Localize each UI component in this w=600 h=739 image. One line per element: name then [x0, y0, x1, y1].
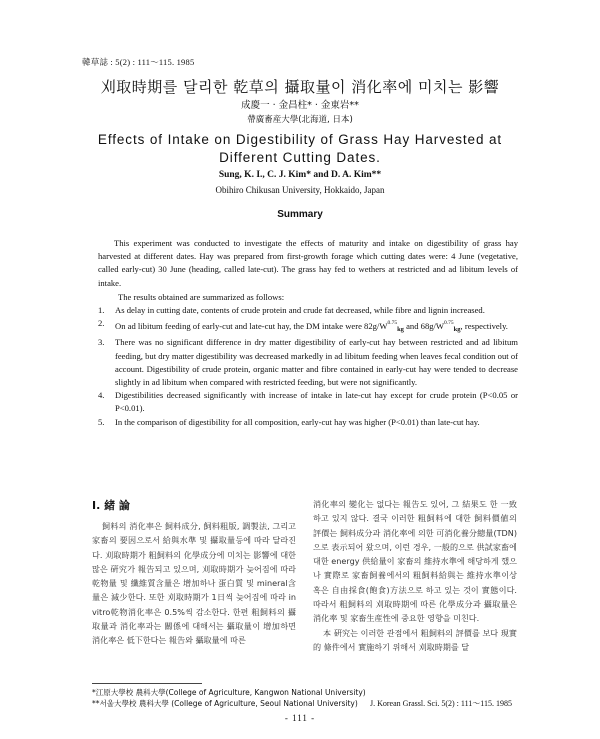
english-title-line-2: Different Cutting Dates.: [219, 150, 381, 165]
right-column-body-2: 本 硏究는 이러한 관점에서 粗飼料의 評價를 보다 現實的 條件에서 實施하기 위해서 刈取時期를 달: [313, 627, 517, 652]
result-item-1: 1. As delay in cutting date, contents of crude protein and crude fat decreased, while fibre and lignin increased.: [98, 305, 485, 316]
left-column: [92, 497, 296, 648]
left-column-body: 飼料의 消化率은 飼料成分, 飼料粗版, 調製法, 그리고 家畜의 要因으로서 給與水準 및 攝取量등에 따라 달라진다. 刈取時期가 粗飼料의 化學成分에 미치는 影響에 대한 많은 硏究가 報告되고 있으며, 刈取時期가 늦어짐에 따라 乾物量 및 纖維質含量은 增加하나 蛋白質 및 mineral含量은 減少한다. 또한 刈取時期가 1日씩 늦어짐에 따라 in vitro乾物消化率은 0.5%씩 감소한다. 한편 粗飼料의 攝取量과 消化率과는 關係에 대해서는 攝取量이 增加하면 消化率은 低下한다는 報告와 攝取量에 따른: [92, 521, 296, 646]
result-item-2: 2. On ad libitum feeding of early-cut and late-cut hay, the DM intake were $82g/W^{0.75}_{kg}$ and $68g/W^{0.75}_{kg}$, respectively.: [98, 318, 508, 334]
summary-heading: Summary: [277, 209, 323, 220]
english-authors: Sung, K. I., C. J. Kim* and D. A. Kim**: [218, 170, 382, 180]
summary-abstract: [98, 237, 518, 429]
right-column-body-1: 消化率의 變化는 없다는 報告도 있어, 그 結果도 한 一致하고 있지 않다. 결국 이러한 粗飼料에 대한 飼料價値의 評價는 飼料成分과 消化率에 의한 可消化養分總量(TDN)으로 表示되어 왔으며, 이런 경우, 一般的으로 供試家畜에 대한 energy 供給量이 家畜의 維持水準에 해당하게 했으나 實際로 家畜飼養에서의 粗飼料給與는 維持水準이상 혹은 自由採食(飽食)方法으로 하고 있는 것이 實態이다. 따라서 粗飼料의 刈取時期에 따른 化學成分과 攝取量은 消化率 및 家畜生産性에 중요한 영향을 미친다.: [313, 499, 517, 624]
journal-reference: J. Korean Grassl. Sci. 5(2) : 111～115. 1985: [370, 699, 512, 708]
result-item-3: 3. There was no significant difference in dry matter digestibility of early-cut hay between restricted and ad libitum feeding, but dry matter digestibility was decreased markedly in ad libitum feeding when leaves fecal condition out of account. Digestibility of crude protein, organic matter and fibre contained in early-cut hay were tended to decrease slightly in ad libitum when compared with restricted feeding, but were not significantly.: [98, 337, 518, 388]
result-item-5: 5. In the comparison of digestibility for all composition, early-cut hay was higher (P<0.01) than late-cut hay.: [98, 416, 480, 427]
korean-affiliation: 帶廣畜産大學(北海道, 日本): [247, 115, 353, 125]
english-affiliation: Obihiro Chikusan University, Hokkaido, Japan: [215, 185, 385, 195]
summary-intro: This experiment was conducted to investigate the effects of maturity and intake on digestibility of grass hay harvested at different dates. Hay was prepared from first-growth forage which cutting dates were: 4 June (vegetative, called early-cut) 30 June (heading, called late-cut). The grass hay fed to wethers at restricted and ad libitum levels of intake.: [98, 238, 518, 288]
summary-lead: The results obtained are summarized as follows:: [118, 291, 285, 302]
result-item-4: 4. Digestibilities decreased significantly with increase of intake in late-cut hay except for crude protein (P<0.05 or P<0.01).: [98, 390, 518, 414]
journal-citation-header: 韓草誌 : 5(2) : 111～115. 1985: [82, 57, 195, 67]
page-number: - 111 -: [284, 713, 316, 723]
footnote-divider: [92, 683, 202, 684]
section-heading-introduction: I. 緒 論: [92, 499, 130, 512]
korean-authors: 成慶一 · 金昌柱* · 金東岩**: [241, 100, 359, 111]
korean-title: 刈取時期를 달리한 乾草의 攝取量이 消化率에 미치는 影響: [100, 78, 500, 96]
english-title-line-1: Effects of Intake on Digestibility of Grass Hay Harvested at: [97, 132, 503, 147]
english-title: [0, 131, 600, 167]
footnote-1: *江原大學校 農科大學(College of Agriculture, Kangwon National University): [92, 688, 366, 697]
right-column: [313, 497, 517, 654]
footnote-2: **서울大學校 農科大學 (College of Agriculture, Seoul National University): [92, 699, 358, 708]
